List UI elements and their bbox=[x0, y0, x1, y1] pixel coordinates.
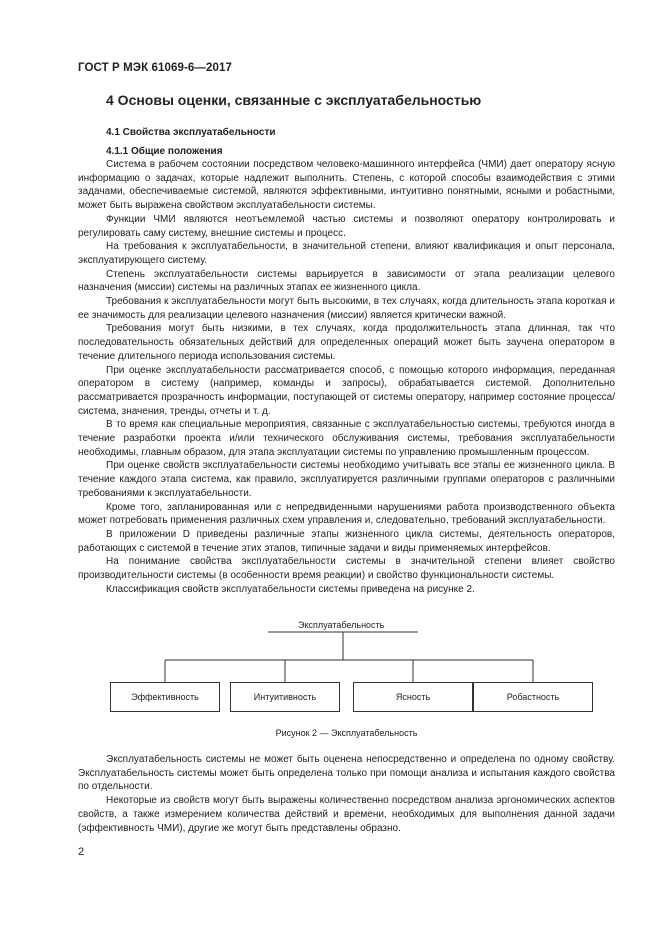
paragraph: Требования могут быть низкими, в тех случаях, когда продолжительность этапа длинная, так что последовательность обязательных действий для определенных операций может быть заучена оператором в течение длительного периода использования системы. bbox=[78, 323, 615, 362]
paragraph: Кроме того, запланированная или с непредвиденными нарушениями работа производственного объекта может потребовать применения различных схем управления и, следовательно, требований эксплуатабельности. bbox=[78, 501, 615, 527]
paragraph: Классификация свойств эксплуатабельности системы приведена на рисунке 2. bbox=[106, 583, 475, 595]
paragraph: Степень эксплуатабельности системы варьируется в зависимости от этапа реализации целевого назначения (миссии) системы на различных этапах ее жизненного цикла. bbox=[78, 268, 615, 294]
paragraph: На требования к эксплуатабельности, в значительной степени, влияют квалификация и опыт персонала, эксплуатирующего систему. bbox=[78, 241, 615, 266]
page-number: 2 bbox=[78, 846, 85, 858]
paragraph: При оценке свойств эксплуатабельности системы необходимо учитывать все этапы ее жизненного цикла. В течение каждого этапа система, как правило, эксплуатируется различными группами операторов с различными требованиями к эксплуатабельности. bbox=[78, 460, 615, 499]
paragraph: При оценке эксплуатабельности рассматривается способ, с помощью которого информация, переданная оператором в систему (например, команды и запросы), обрабатывается системой. Дополнительно рассматривается прозрачность информации, поступающей от системы оператору, например состояние процесса/система, значения, тренды, отчеты и т. д. bbox=[78, 364, 615, 417]
diagram-box-intuitiveness: Интуитивность bbox=[230, 682, 340, 712]
document-code: ГОСТ Р МЭК 61069-6—2017 bbox=[78, 62, 232, 74]
diagram-box-effectiveness: Эффективность bbox=[110, 682, 220, 712]
paragraph: Требования к эксплуатабельности могут быть высокими, в тех случаях, когда длительность этапа короткая и ее значимость для реализации целевого назначения (миссии) является критически важной. bbox=[78, 296, 615, 321]
paragraph: Некоторые из свойств могут быть выражены количественно посредством анализа эргономических аспектов свойств, а также измерением количества действий и времени, необходимых для выполнения данной задачи (эффективность ЧМИ), другие же могут быть представлены образно. bbox=[78, 795, 615, 834]
paragraph: На понимание свойства эксплуатабельности системы в значительной степени влияет свойство производительности системы (в особенности время реакции) и свойство функциональности системы. bbox=[78, 556, 615, 582]
paragraph: Система в рабочем состоянии посредством человеко-машинного интерфейса (ЧМИ) дает оператору ясную информацию о задачах, которые надлежит выполнить. Степень, с которой способы взаимодействия с этими задачами, обеспечиваемые системой, являются эффективными, интуитивно понятными, ясными и робастными, может быть выражена свойством эксплуатабельности системы. bbox=[78, 159, 615, 212]
paragraph: В приложении D приведены различные этапы жизненного цикла системы, деятельность операторов, работающих с системой в течение этих этапов, типичные задачи и виды применяемых интерфейсов. bbox=[78, 528, 615, 554]
body-text-after-figure bbox=[78, 753, 615, 835]
diagram-root-label: Эксплуатабельность bbox=[298, 620, 385, 630]
paragraph: Эксплуатабельность системы не может быть оценена непосредственно и определена по одному свойству. Эксплуатабельность системы может быть определена только при помощи анализа и испытания каждого свойства по отдельности. bbox=[78, 754, 615, 793]
paragraph: В то время как специальные мероприятия, связанные с эксплуатабельностью системы, требуются иногда в течение разработки проекта и/или технического обслуживания системы, требования эксплуатабельности необходимы, главным образом, для этапа эксплуатации системы по управлению промышленным процессом. bbox=[78, 419, 615, 458]
figure-caption: Рисунок 2 — Эксплуатабельность bbox=[275, 728, 418, 738]
paragraph: Функции ЧМИ являются неотъемлемой частью системы и позволяют оператору контролировать и регулировать саму систему, внешние системы и процесс. bbox=[78, 213, 615, 239]
figure-diagram bbox=[78, 614, 615, 744]
diagram-box-robustness: Робастность bbox=[473, 682, 593, 712]
diagram-box-clarity: Ясность bbox=[353, 682, 473, 712]
subsubsection-title: 4.1.1 Общие положения bbox=[106, 146, 223, 157]
subsection-title: 4.1 Свойства эксплуатабельности bbox=[106, 127, 276, 138]
body-text bbox=[78, 158, 615, 597]
section-title: 4 Основы оценки, связанные с эксплуатабельностью bbox=[106, 92, 482, 108]
